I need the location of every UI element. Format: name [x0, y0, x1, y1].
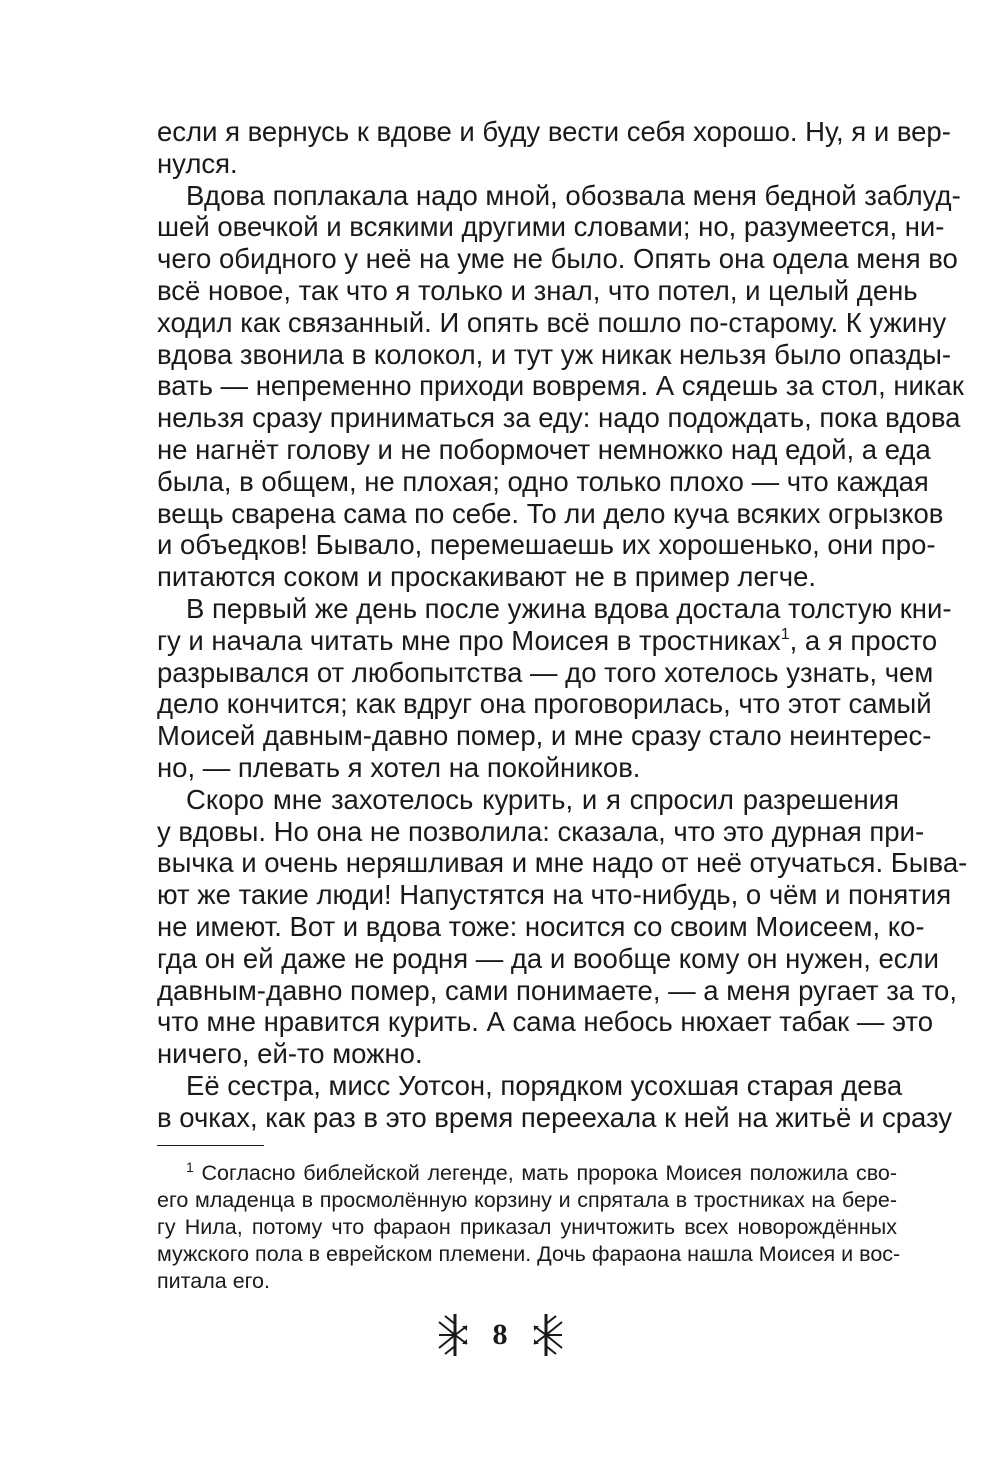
text-line: шей овечкой и всякими другими словами; но, разумеется, ни-	[157, 211, 945, 243]
ornament-right-icon	[532, 1312, 566, 1358]
text-line: вать — непременно приходи вовремя. А сядешь за стол, никак	[157, 370, 964, 402]
text-line: разрывался от любопытства — до того хотелось узнать, чем	[157, 656, 934, 688]
footnote-line: его младенца в просмолённую корзину и спрятала в тростниках на бере-	[157, 1188, 897, 1212]
text-line: ют же такие люди! Напустятся на что-нибудь, о чём и понятия	[157, 879, 952, 911]
footnote-marker: 1	[186, 1159, 194, 1175]
text-line: в очках, как раз в это время переехала к ней на житьё и сразу	[157, 1101, 953, 1133]
footnote	[157, 1159, 901, 1295]
footnote-line: $^1$ Согласно библейской легенде, мать пророка Моисея положила сво-	[186, 1159, 897, 1185]
text-line: вдова звонила в колокол, и тут уж никак нельзя было опазды-	[157, 338, 952, 370]
text-line: вычка и очень неряшливая и мне надо от неё отучаться. Быва-	[157, 847, 968, 879]
text-line: что мне нравится курить. А сама небось нюхает табак — это	[157, 1006, 934, 1038]
footnote-rule	[157, 1145, 264, 1146]
text-line: нулся.	[157, 147, 238, 179]
ornament-left-icon	[435, 1312, 469, 1358]
body-text	[157, 116, 968, 1134]
text-line: Её сестра, мисс Уотсон, порядком усохшая старая дева	[186, 1069, 903, 1101]
footnote-line: мужского пола в еврейском племени. Дочь фараона нашла Моисея и вос-	[157, 1242, 901, 1266]
text-line: у вдовы. Но она не позволила: сказала, что это дурная при-	[157, 815, 925, 847]
text-line: чего обидного у неё на уме не было. Опять она одела меня во	[157, 243, 958, 275]
text-line: Скоро мне захотелось курить, и я спросил разрешения	[186, 783, 899, 815]
text-line: Вдова поплакала надо мной, обозвала меня бедной заблуд-	[186, 179, 961, 211]
text-line: вещь сварена сама по себе. То ли дело куча всяких огрызков	[157, 497, 944, 529]
text-line: гда он ей даже не родня — да и вообще кому он нужен, если	[157, 942, 939, 974]
text-line: не нагнёт голову и не побормочет немножко над едой, а еда	[157, 433, 931, 465]
text-line: была, в общем, не плохая; одно только плохо — что каждая	[157, 465, 929, 497]
text-line: гу и начала читать мне про Моисея в тростниках$^1$, а я просто	[157, 624, 938, 656]
footnote-line: питала его.	[157, 1269, 270, 1293]
text-line: всё новое, так что я только и знал, что потел, и целый день	[157, 274, 918, 306]
text-line: питаются соком и проскакивают не в пример легче.	[157, 561, 817, 593]
page-number: 8	[492, 1318, 508, 1351]
text-line: и объедков! Бывало, перемешаешь их хорошенько, они про-	[157, 529, 936, 561]
text-line: но, — плевать я хотел на покойников.	[157, 751, 641, 783]
text-line: давным-давно помер, сами понимаете, — а меня ругает за то,	[157, 974, 957, 1006]
text-line: ходил как связанный. И опять всё пошло по-старому. К ужину	[157, 306, 947, 338]
page-footer	[0, 1305, 1000, 1365]
text-line: дело кончится; как вдруг она проговорилась, что этот самый	[157, 688, 932, 720]
text-line: Моисей давным-давно помер, и мне сразу стало неинтерес-	[157, 720, 932, 752]
text-line: В первый же день после ужина вдова достала толстую кни-	[186, 592, 952, 624]
text-line: если я вернусь к вдове и буду вести себя хорошо. Ну, я и вер-	[157, 116, 951, 147]
footnote-line: гу Нила, потому что фараон приказал уничтожить всех новорождённых	[157, 1215, 897, 1239]
text-line: ничего, ей-то можно.	[157, 1038, 423, 1070]
text-line: не имеют. Вот и вдова тоже: носится со своим Моисеем, ко-	[157, 910, 925, 942]
footnote-reference[interactable]: 1	[780, 625, 790, 643]
text-line: нельзя сразу приниматься за еду: надо подождать, пока вдова	[157, 402, 961, 434]
